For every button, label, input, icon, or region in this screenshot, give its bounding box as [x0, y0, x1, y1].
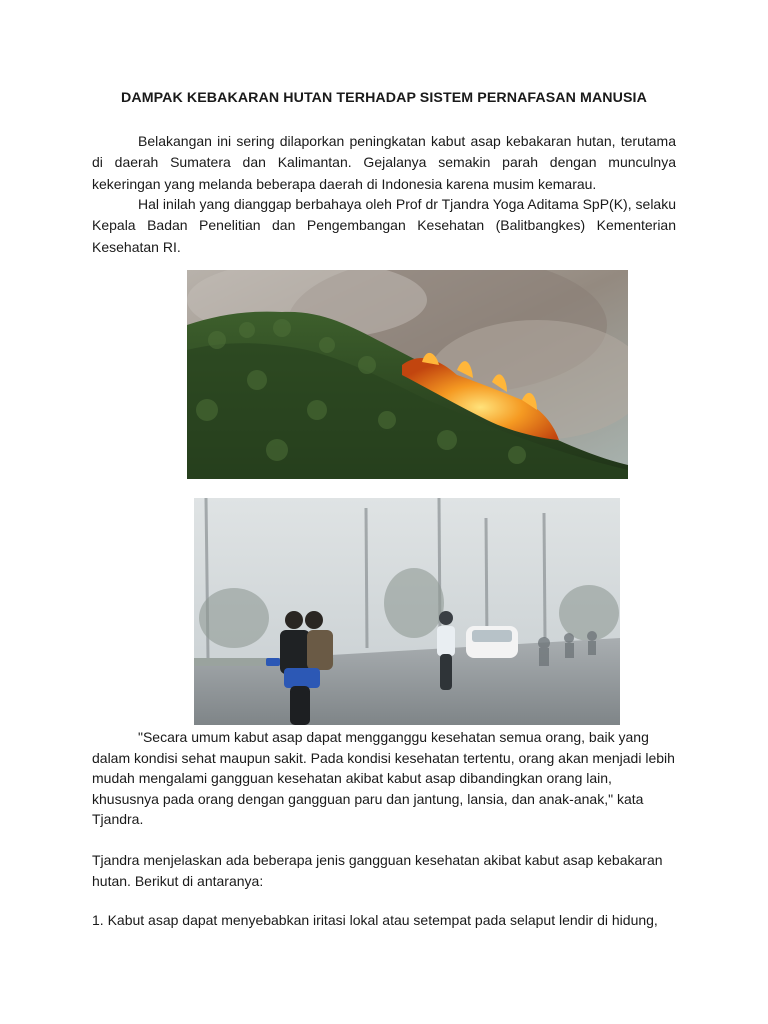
paragraph-source: Hal inilah yang dianggap berbahaya oleh Prof dr Tjandra Yoga Aditama SpP(K), selaku Kepala Badan Penelitian dan Pengembangan Kesehatan (Balitbangkes) Kementerian Kesehatan RI. — [92, 196, 676, 255]
forest-fire-photo — [187, 270, 628, 479]
motorcycle-haze-icon — [194, 498, 620, 725]
forest-fire-icon — [187, 270, 628, 479]
list-item-1: 1. Kabut asap dapat menyebabkan iritasi lokal atau setempat pada selaput lendir di hidung, — [92, 912, 658, 928]
document-title: DAMPAK KEBAKARAN HUTAN TERHADAP SISTEM PERNAFASAN MANUSIA — [121, 90, 647, 106]
haze-road-photo — [194, 498, 620, 725]
paragraph-quote: "Secara umum kabut asap dapat mengganggu kesehatan semua orang, baik yang dalam kondisi sehat maupun sakit. Pada kondisi kesehatan tertentu, orang akan menjadi lebih mudah mengalami gangguan kesehatan akibat kabut asap dibandingkan orang lain, khususnya pada orang dengan gangguan paru dan jantung, lansia, dan anak-anak," kata Tjandra. — [92, 729, 675, 827]
paragraph-intro: Belakangan ini sering dilaporkan peningkatan kabut asap kebakaran hutan, terutama di daerah Sumatera dan Kalimantan. Gejalanya semakin parah dengan munculnya kekeringan yang melanda beberapa daerah di Indonesia karena musim kemarau. — [92, 133, 676, 192]
paragraph-list-intro: Tjandra menjelaskan ada beberapa jenis gangguan kesehatan akibat kabut asap kebakaran hutan. Berikut di antaranya: — [92, 852, 663, 889]
